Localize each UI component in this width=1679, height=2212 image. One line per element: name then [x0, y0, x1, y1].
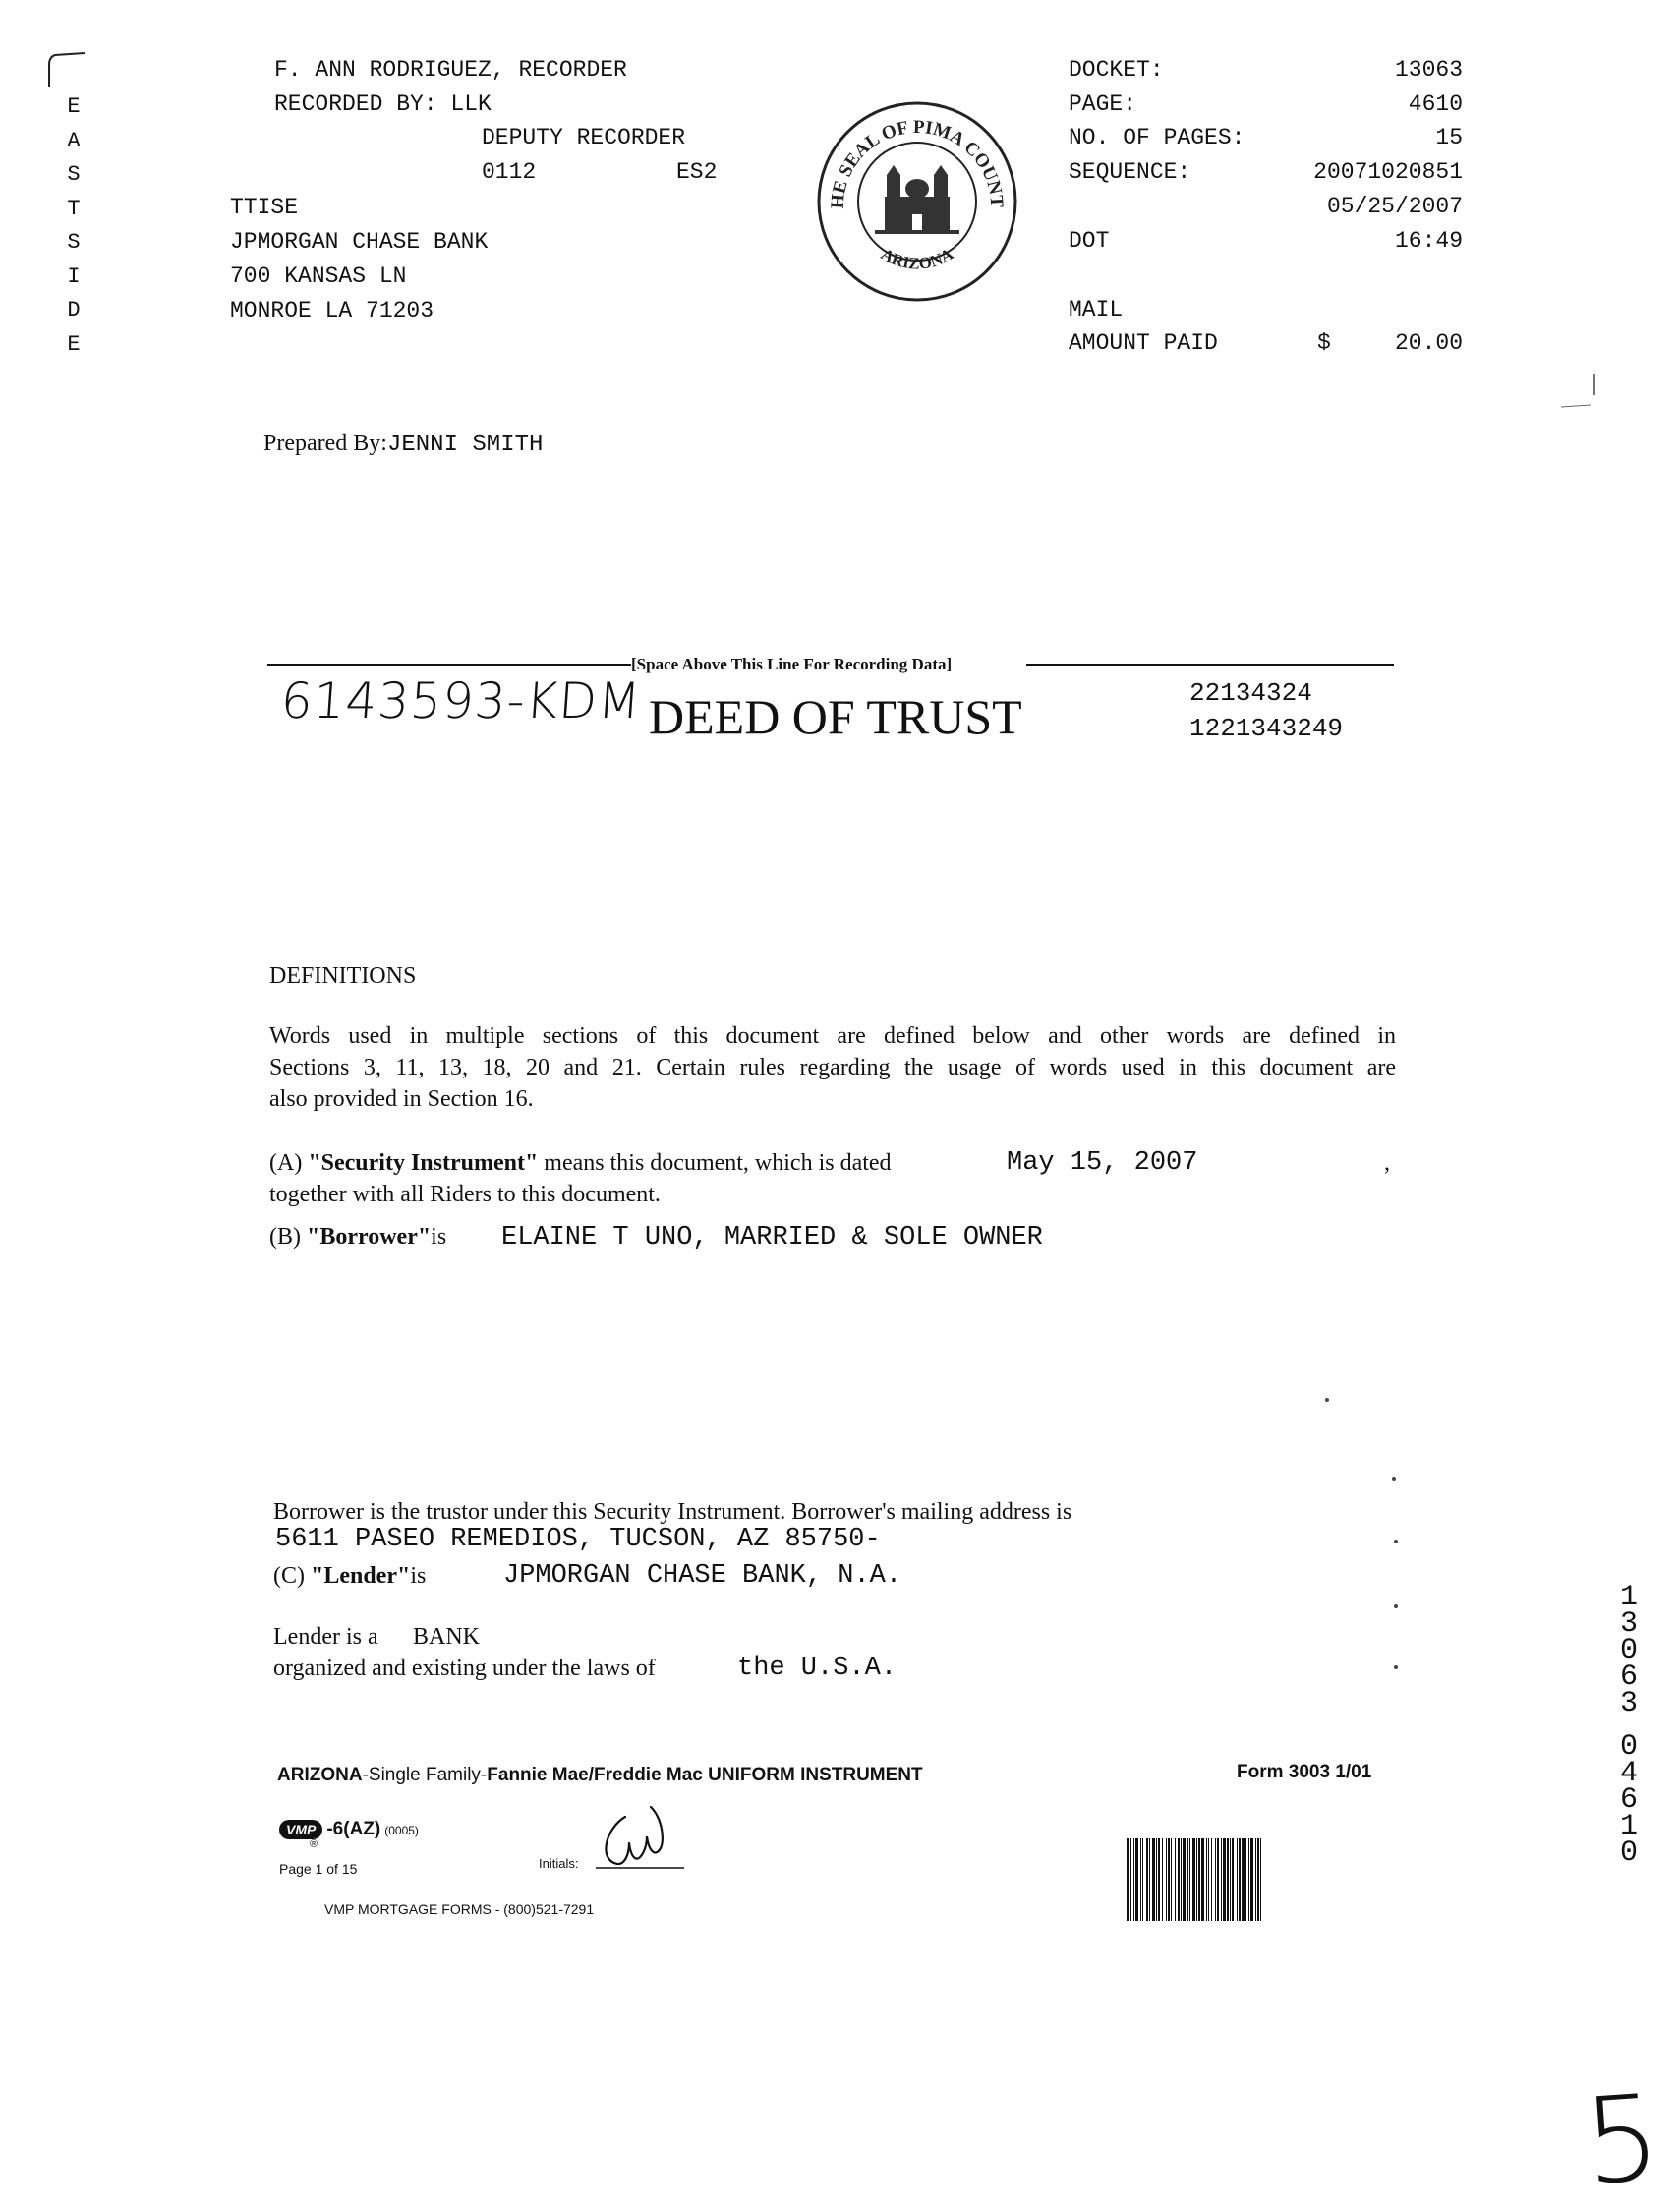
margin-stray-mark: [1551, 372, 1600, 411]
mail-label: MAIL: [1069, 297, 1124, 322]
barcode-bar: [1181, 1838, 1182, 1921]
definition-a-label: (A): [269, 1150, 303, 1176]
seal-bottom-text: ARIZONA: [878, 244, 956, 273]
fill-dot: [1394, 1604, 1398, 1608]
barcode-bar: [1227, 1838, 1229, 1921]
vmp-form-code: -6(AZ): [326, 1819, 381, 1839]
barcode-bar: [1142, 1838, 1143, 1921]
prepared-by-label: Prepared By:: [263, 431, 387, 456]
barcode-bar: [1152, 1838, 1155, 1921]
lender-name: JPMORGAN CHASE BANK, N.A.: [503, 1561, 902, 1591]
vmp-logo-badge: VMP: [279, 1820, 322, 1839]
fill-dot: [1392, 1477, 1396, 1481]
barcode-bar: [1196, 1838, 1197, 1921]
definition-a-comma: ,: [1384, 1150, 1390, 1176]
definition-c-is: is: [410, 1563, 427, 1589]
definition-a-text: means this document, which is dated: [544, 1150, 892, 1176]
barcode-bar: [1183, 1838, 1186, 1921]
barcode-bar: [1245, 1838, 1246, 1921]
fill-dot: [1325, 1398, 1329, 1402]
definition-a: [269, 1150, 892, 1177]
barcode-bar: [1230, 1838, 1231, 1921]
side-docket-number: 1 3 0 6 3: [1619, 1581, 1638, 1720]
recording-space-note: [Space Above This Line For Recording Data]: [631, 655, 953, 673]
page-value: 4610: [1408, 91, 1463, 117]
sequence-value: 20071020851: [1313, 159, 1463, 185]
barcode-bar: [1201, 1838, 1204, 1921]
barcode-bar: [1242, 1838, 1245, 1921]
recording-time: 16:49: [1394, 228, 1463, 254]
vmp-form-sub: (0005): [384, 1824, 419, 1837]
mission-building-icon: [875, 165, 959, 234]
barcode-bar: [1168, 1838, 1170, 1921]
barcode-bar: [1211, 1838, 1212, 1921]
borrower-name: ELAINE T UNO, MARRIED & SOLE OWNER: [501, 1223, 1043, 1252]
pages-value: 15: [1435, 125, 1463, 150]
security-instrument-date: May 15, 2007: [1007, 1148, 1198, 1178]
side-page-number: 0 4 6 1 0: [1619, 1730, 1638, 1870]
barcode-bar: [1140, 1838, 1141, 1921]
barcode-bar: [1158, 1838, 1160, 1921]
barcode-bar: [1250, 1838, 1253, 1921]
sequence-label: SEQUENCE:: [1069, 159, 1191, 185]
recorder-code-1: 0112: [482, 159, 537, 185]
barcode-bar: [1135, 1838, 1138, 1921]
registered-mark: ®: [310, 1838, 318, 1850]
recording-line-right: [1026, 664, 1394, 666]
return-street: 700 KANSAS LN: [230, 263, 407, 289]
definition-b-term: "Borrower": [307, 1224, 432, 1250]
page-label: PAGE:: [1069, 91, 1137, 117]
loan-number-1: 22134324: [1189, 678, 1312, 708]
definitions-intro: [269, 1020, 1396, 1115]
barcode-bar: [1133, 1838, 1134, 1921]
barcode-bar: [1232, 1838, 1234, 1921]
footer-single-family: -Single Family-: [362, 1765, 488, 1785]
definitions-heading: DEFINITIONS: [269, 963, 417, 989]
barcode-bar: [1162, 1838, 1163, 1921]
barcode-bar: [1149, 1838, 1150, 1921]
pima-county-seal: [814, 98, 1020, 305]
return-city: MONROE LA 71203: [230, 298, 434, 323]
intro-line-3: also provided in Section 16.: [269, 1086, 534, 1112]
corner-bracket-mark: [43, 49, 87, 88]
return-company: TTISE: [230, 195, 299, 220]
currency-symbol: $: [1317, 330, 1331, 356]
barcode-bar: [1192, 1838, 1195, 1921]
prepared-by: [263, 431, 543, 458]
barcode-bar: [1178, 1838, 1180, 1921]
docket-value: 13063: [1394, 57, 1463, 83]
document-title: DEED OF TRUST: [649, 689, 1022, 744]
deputy-recorder: DEPUTY RECORDER: [482, 125, 686, 150]
recorded-by: RECORDED BY: LLK: [274, 91, 492, 117]
page-of-total: Page 1 of 15: [279, 1861, 358, 1877]
barcode-bar: [1166, 1838, 1167, 1921]
barcode-bar: [1239, 1838, 1241, 1921]
footer-state: ARIZONA: [277, 1765, 363, 1785]
barcode-bar: [1208, 1838, 1209, 1921]
docket-label: DOCKET:: [1069, 57, 1164, 83]
definition-c-term: "Lender": [311, 1563, 411, 1589]
definition-b-label: (B): [269, 1224, 301, 1250]
barcode-bar: [1255, 1838, 1256, 1921]
recording-date: 05/25/2007: [1326, 194, 1463, 219]
definition-c-label: (C): [273, 1563, 305, 1589]
barcode-bar: [1156, 1838, 1157, 1921]
intro-line-1: Words used in multiple sections of this document are defined below and other words are defined in: [269, 1023, 1396, 1049]
barcode-bar: [1237, 1838, 1238, 1921]
fill-dot: [1394, 1540, 1398, 1543]
initials-label: Initials:: [539, 1856, 579, 1871]
barcode-bar: [1171, 1838, 1172, 1921]
borrower-mailing-address: 5611 PASEO REMEDIOS, TUCSON, AZ 85750-: [275, 1525, 881, 1554]
barcode-bar: [1257, 1838, 1259, 1921]
lender-jurisdiction: the U.S.A.: [737, 1654, 897, 1683]
barcode-bar: [1189, 1838, 1190, 1921]
intro-line-2: Sections 3, 11, 13, 18, 20 and 21. Certain rules regarding the usage of words used in this document are: [269, 1055, 1396, 1080]
barcode-bar: [1260, 1838, 1261, 1921]
footer-fannie-freddie: Fannie Mae/Freddie Mac UNIFORM INSTRUMENT: [487, 1765, 923, 1785]
barcode-bar: [1217, 1838, 1219, 1921]
trustor-line: Borrower is the trustor under this Security Instrument. Borrower's mailing address is: [273, 1499, 1072, 1525]
barcode-bar: [1130, 1838, 1131, 1921]
barcode-bar: [1206, 1838, 1207, 1921]
lender-is-a: Lender is a: [273, 1624, 378, 1650]
barcode-bar: [1248, 1838, 1249, 1921]
document-barcode: [1127, 1838, 1404, 1921]
form-number: Form 3003 1/01: [1237, 1762, 1372, 1782]
return-bank: JPMORGAN CHASE BANK: [230, 229, 489, 255]
east-side-vertical-label: E A S T S I D E: [67, 94, 81, 357]
organized-existing-text: organized and existing under the laws of: [273, 1656, 656, 1681]
definition-a-line2: together with all Riders to this document.: [269, 1182, 661, 1207]
vmp-logo: [279, 1819, 419, 1840]
fill-dot: [1394, 1665, 1398, 1669]
amount-paid-value: 20.00: [1394, 330, 1463, 356]
definition-a-term: "Security Instrument": [308, 1150, 539, 1176]
preparer-name: JENNI SMITH: [386, 432, 544, 458]
barcode-bar: [1175, 1838, 1176, 1921]
vmp-mortgage-forms-line: VMP MORTGAGE FORMS - (800)521-7291: [324, 1901, 595, 1917]
definition-c: [273, 1563, 426, 1590]
handwritten-reference: 6143593-KDM: [278, 672, 644, 729]
handwritten-page-mark: 5: [1580, 2069, 1665, 2212]
lender-type: BANK: [413, 1624, 481, 1650]
pages-label: NO. OF PAGES:: [1069, 125, 1245, 150]
definition-b: [269, 1224, 446, 1251]
barcode-bar: [1221, 1838, 1222, 1921]
definition-b-is: is: [431, 1224, 447, 1250]
barcode-bar: [1223, 1838, 1226, 1921]
recording-line-left: [267, 664, 631, 666]
barcode-bar: [1198, 1838, 1200, 1921]
recorder-code-2: ES2: [676, 159, 718, 185]
footer-form-description: [277, 1765, 923, 1786]
barcode-bar: [1127, 1838, 1129, 1921]
amount-paid-label: AMOUNT PAID: [1069, 330, 1218, 356]
loan-number-2: 1221343249: [1189, 714, 1344, 743]
dot-label: DOT: [1069, 228, 1110, 254]
recorder-name: F. ANN RODRIGUEZ, RECORDER: [274, 57, 627, 83]
seal-top-text: HE SEAL OF PIMA COUNT: [827, 116, 1008, 209]
barcode-bar: [1187, 1838, 1188, 1921]
borrower-initials-signature: [586, 1799, 694, 1878]
barcode-bar: [1215, 1838, 1216, 1921]
barcode-bar: [1146, 1838, 1148, 1921]
